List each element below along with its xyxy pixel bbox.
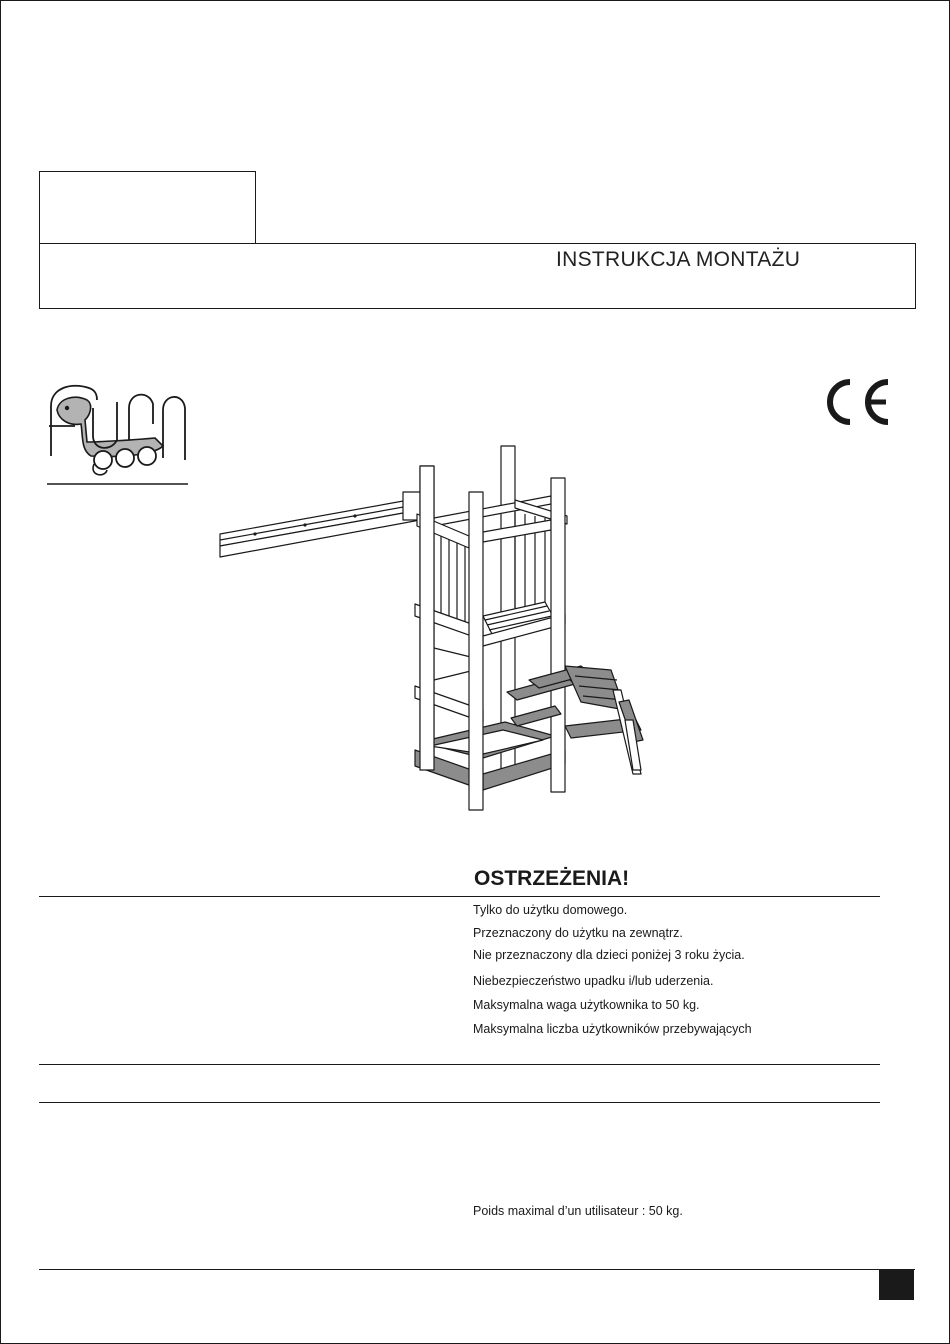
- warning-item: Tylko do użytku domowego.: [473, 903, 628, 917]
- page-title: INSTRUKCJA MONTAŻU: [556, 248, 801, 271]
- warning-item: Maksymalna liczba użytkowników przebywających: [473, 1022, 752, 1036]
- warning-item: Maksymalna waga użytkownika to 50 kg.: [473, 998, 700, 1012]
- playtower-illustration-icon: [215, 440, 655, 815]
- footer-rule: [39, 1269, 915, 1270]
- header-label-box: [39, 171, 256, 244]
- section-rule: [39, 1102, 880, 1103]
- fungoo-horse-logo-icon: [45, 380, 190, 488]
- french-weight-note: Poids maximal d’un utilisateur : 50 kg.: [473, 1204, 683, 1218]
- page-number-box: [879, 1270, 914, 1300]
- warning-item: Niebezpieczeństwo upadku i/lub uderzenia.: [473, 974, 714, 988]
- ce-mark-icon: [820, 376, 892, 428]
- warnings-heading: OSTRZEŻENIA!: [474, 867, 630, 890]
- warning-item: Przeznaczony do użytku na zewnątrz.: [473, 926, 683, 940]
- section-rule: [39, 1064, 880, 1065]
- warning-item: Nie przeznaczony dla dzieci poniżej 3 roku życia.: [473, 948, 745, 962]
- warnings-top-rule: [39, 896, 880, 897]
